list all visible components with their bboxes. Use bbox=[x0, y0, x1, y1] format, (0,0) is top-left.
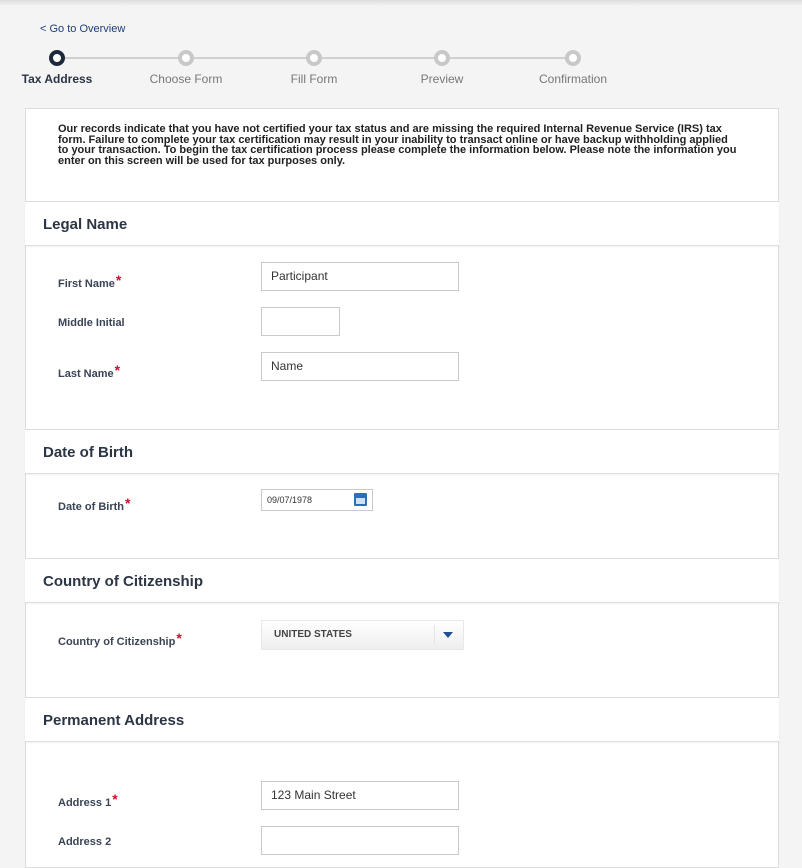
section-header-legal-name bbox=[25, 201, 779, 246]
middle-initial-label: Middle Initial bbox=[58, 317, 125, 329]
step-label: Confirmation bbox=[538, 72, 608, 86]
address-2-input[interactable] bbox=[261, 826, 459, 855]
step-label: Choose Form bbox=[149, 72, 223, 86]
middle-initial-input[interactable] bbox=[261, 307, 340, 336]
select-divider bbox=[434, 625, 435, 645]
step-label: Fill Form bbox=[290, 72, 338, 86]
go-to-overview-link[interactable]: < Go to Overview bbox=[40, 23, 126, 35]
chevron-down-icon bbox=[443, 632, 453, 638]
country-of-citizenship-select[interactable] bbox=[261, 620, 464, 650]
section-header-date-of-birth bbox=[25, 429, 779, 474]
step-dot bbox=[49, 50, 65, 66]
section-title: Legal Name bbox=[43, 216, 128, 233]
required-marker: * bbox=[125, 495, 131, 511]
address-1-label: Address 1* bbox=[58, 791, 118, 809]
required-marker: * bbox=[115, 272, 122, 288]
date-of-birth-input[interactable] bbox=[261, 489, 373, 511]
last-name-label: Last Name* bbox=[58, 362, 121, 380]
required-marker: * bbox=[176, 630, 182, 646]
section-header-country-of-citizenship bbox=[25, 558, 779, 603]
step-dot bbox=[306, 50, 322, 66]
address-2-label: Address 2 bbox=[58, 836, 112, 848]
last-name-input[interactable]: Name bbox=[261, 352, 459, 381]
date-value: 09/07/1978 bbox=[267, 495, 313, 505]
required-marker: * bbox=[112, 791, 118, 807]
calendar-icon[interactable] bbox=[354, 493, 367, 506]
required-marker: * bbox=[114, 362, 121, 378]
first-name-input[interactable]: Participant bbox=[261, 262, 459, 291]
step-label: Preview bbox=[420, 72, 464, 86]
step-preview bbox=[377, 48, 507, 86]
first-name-label: First Name* bbox=[58, 272, 122, 290]
step-dot bbox=[565, 50, 581, 66]
step-dot bbox=[434, 50, 450, 66]
section-title: Date of Birth bbox=[43, 444, 133, 461]
step-tax-address bbox=[0, 48, 122, 86]
section-header-permanent-address bbox=[25, 697, 779, 742]
step-choose-form bbox=[121, 48, 251, 86]
section-title: Permanent Address bbox=[43, 712, 185, 729]
tax-address-form bbox=[25, 108, 779, 868]
progress-stepper bbox=[0, 48, 802, 88]
section-title: Country of Citizenship bbox=[43, 573, 203, 590]
top-shadow bbox=[0, 0, 802, 6]
step-confirmation bbox=[508, 48, 638, 86]
step-fill-form bbox=[249, 48, 379, 86]
selected-country: UNITED STATES bbox=[274, 629, 352, 640]
date-of-birth-label: Date of Birth* bbox=[58, 495, 131, 513]
address-1-input[interactable]: 123 Main Street bbox=[261, 781, 459, 810]
country-of-citizenship-label: Country of Citizenship* bbox=[58, 630, 182, 648]
step-dot bbox=[178, 50, 194, 66]
intro-text: Our records indicate that you have not certified your tax status and are missing the required Internal Revenue Service (IRS) tax form. Failure to complete your tax certification may result in your inability to transact online or have backup withholding applied to your transaction. To begin the tax certification process please complete the information below. Please note the information you enter on this screen will be used for tax purposes only. bbox=[58, 123, 737, 167]
step-label: Tax Address bbox=[21, 72, 93, 86]
